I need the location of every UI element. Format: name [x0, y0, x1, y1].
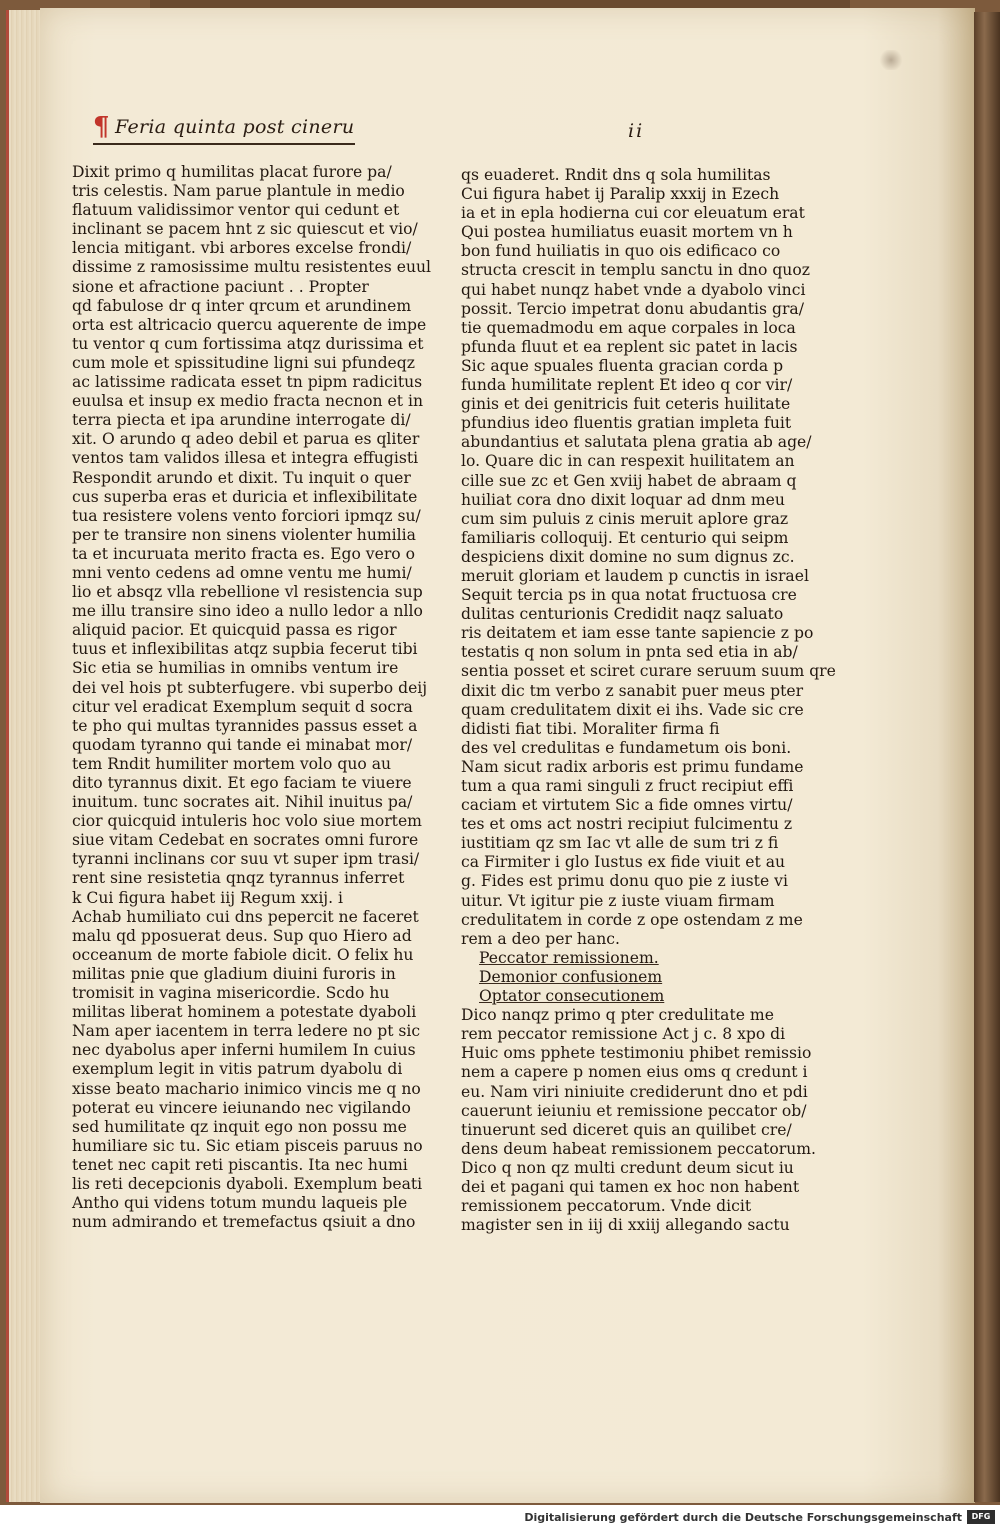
- text-line: dens deum habeat remissionem peccatorum.: [461, 1139, 817, 1158]
- text-line: exemplum legit in vitis patrum dyabolu di: [72, 1060, 403, 1079]
- text-line: cum mole et spissitudine ligni sui pfundeqz: [72, 353, 415, 372]
- text-line: ginis et dei genitricis fuit ceteris huilitate: [461, 395, 791, 414]
- text-line: cille sue zc et Gen xviij habet de abraam q: [461, 471, 797, 490]
- text-line: quodam tyranno qui tande ei minabat mor/: [72, 735, 413, 754]
- text-line: tuus et inflexibilitas atqz supbia fecerut tibi: [72, 640, 418, 659]
- text-line: flatuum validissimor ventor qui cedunt et: [72, 201, 400, 220]
- text-line: credulitatem in corde z ope ostendam z me: [461, 910, 803, 929]
- text-line: structa crescit in templu sanctu in dno quoz: [461, 261, 810, 280]
- text-line: Nam sicut radix arboris est primu fundame: [461, 757, 804, 776]
- text-line: Cui figura habet ij Paralip xxxij in Ezech: [461, 185, 780, 204]
- text-line: magister sen in iij di xxiij allegando sactu: [461, 1216, 790, 1235]
- text-line: dixit dic tm verbo z sanabit puer meus pter: [461, 681, 804, 700]
- text-line: lo. Quare dic in can respexit huilitatem an: [461, 452, 795, 471]
- text-line: tie quemadmodu em aque corpales in loca: [461, 318, 796, 337]
- text-line: qd fabulose dr q inter qrcum et arundinem: [72, 296, 412, 315]
- text-line: Dixit primo q humilitas placat furore pa/: [72, 163, 392, 181]
- text-line: tris celestis. Nam parue plantule in medio: [72, 182, 405, 201]
- text-line: Nam aper iacentem in terra ledere no pt sic: [72, 1022, 421, 1041]
- text-line: ac latissime radicata esset tn pipm radicitus: [72, 373, 423, 392]
- paper-stain: [878, 50, 904, 70]
- text-line: ca Firmiter i glo Iustus ex fide viuit et au: [461, 853, 786, 872]
- text-line: dito tyrannus dixit. Et ego faciam te viuere: [72, 774, 412, 792]
- dfg-logo: DFG: [967, 1510, 995, 1524]
- text-line: cior quicquid intuleris hoc volo siue mortem: [72, 812, 422, 831]
- text-line: Sic aque spuales fluenta gracian corda p: [461, 356, 784, 375]
- text-line: g. Fides est primu donu quo pie z iuste vi: [461, 872, 788, 891]
- text-line: sione et afractione paciunt . . Propter: [72, 277, 369, 296]
- text-line: rent sine resistetia qnqz tyrannus inferret: [72, 869, 405, 888]
- text-line: abundantius et salutata plena gratia ab age/: [461, 433, 812, 452]
- text-line: pfunda fluut et ea replent sic patet in lacis: [461, 337, 798, 356]
- text-line: eu. Nam viri niniuite crediderunt dno et pdi: [461, 1082, 808, 1101]
- text-line: ventos tam validos illesa et integra effugisti: [72, 449, 419, 468]
- running-title: Feria quinta post cineru: [115, 116, 355, 138]
- text-line: remissionem peccatorum. Vnde dicit: [461, 1197, 752, 1216]
- text-line: cauerunt ieiuniu et remissione peccator ob/: [461, 1101, 807, 1120]
- right-column-lines-after: [461, 1006, 817, 1235]
- text-line: Respondit arundo et dixit. Tu inquit o quer: [72, 468, 411, 487]
- right-column-lines: [461, 166, 836, 949]
- text-line: inuitum. tunc socrates ait. Nihil inuitus pa/: [72, 793, 413, 812]
- text-line: qs euaderet. Rndit dns q sola humilitas: [461, 166, 771, 184]
- list-item: Peccator remissionem.: [479, 948, 659, 967]
- text-line: iustitiam qz sm Iac vt alle de sum tri z fi: [461, 834, 779, 853]
- text-line: didisti fiat tibi. Moraliter firma fi: [461, 719, 720, 738]
- text-line: dei vel hois pt subterfugere. vbi superbo deij: [72, 678, 428, 697]
- text-line: sentia posset et sciret curare seruum suum qre: [461, 662, 836, 681]
- text-line: despiciens dixit domine no sum dignus zc.: [461, 547, 795, 566]
- text-line: funda humilitate replent Et ideo q cor vir/: [461, 376, 793, 395]
- text-line: militas liberat hominem a potestate dyaboli: [72, 1003, 417, 1022]
- text-line: Achab humiliato cui dns pepercit ne faceret: [72, 907, 419, 926]
- text-line: Huic oms pphete testimoniu phibet remissio: [461, 1044, 812, 1063]
- running-header: [93, 114, 813, 154]
- text-line: me illu transire sino ideo a nullo ledor a nllo: [72, 602, 423, 621]
- text-line: militas pnie que gladium diuini furoris in: [72, 964, 396, 983]
- folio-number: ii: [628, 120, 645, 142]
- text-line: k Cui figura habet iij Regum xxij. i: [72, 888, 344, 907]
- text-line: Sequit tercia ps in qua notat fructuosa cre: [461, 586, 797, 605]
- text-line: euulsa et insup ex medio fracta necnon et in: [72, 392, 424, 411]
- list-item: Optator consecutionem: [479, 987, 665, 1006]
- list-item: Demonior confusionem: [479, 967, 663, 986]
- text-line: lencia mitigant. vbi arbores excelse frondi/: [72, 239, 412, 258]
- text-line: Sic etia se humilias in omnibs ventum ire: [72, 659, 399, 678]
- text-line: Dico nanqz primo q pter credulitate me: [461, 1006, 774, 1025]
- header-underline: [93, 143, 355, 145]
- text-line: lio et absqz vlla rebellione vl resistencia sup: [72, 583, 423, 602]
- text-line: familiaris colloquij. Et centurio qui seipm: [461, 528, 789, 547]
- text-line: xit. O arundo q adeo debil et parua es qliter: [72, 430, 420, 449]
- text-line: tu ventor q cum fortissima atqz durissima et: [72, 334, 424, 353]
- text-line: malu qd pposuerat deus. Sup quo Hiero ad: [72, 926, 412, 945]
- text-line: xisse beato machario inimico vincis me q no: [72, 1079, 421, 1098]
- text-line: per te transire non sinens violenter humilia: [72, 525, 416, 544]
- text-line: tinuerunt sed diceret quis an quilibet cre/: [461, 1120, 792, 1139]
- text-line: cus superba eras et duricia et inflexibilitate: [72, 487, 418, 506]
- text-line: ris deitatem et iam esse tante sapiencie z po: [461, 624, 814, 643]
- text-line: Antho qui videns totum mundu laqueis ple: [72, 1194, 408, 1213]
- text-line: tem Rndit humiliter mortem volo quo au: [72, 754, 392, 773]
- text-line: uitur. Vt igitur pie z iuste viuam firmam: [461, 891, 775, 910]
- text-line: inclinant se pacem hnt z sic quiescut et vio/: [72, 220, 418, 239]
- text-line: orta est altricacio quercu aquerente de impe: [72, 315, 427, 334]
- text-line: cum sim puluis z cinis meruit aplore graz: [461, 509, 789, 528]
- right-text-column: [461, 166, 836, 1235]
- text-line: caciam et virtutem Sic a fide omnes virtu/: [461, 796, 793, 815]
- text-line: tua resistere volens vento forciori ipmqz su/: [72, 506, 421, 525]
- text-line: ia et in epla hodierna cui cor eleuatum erat: [461, 204, 805, 223]
- text-line: lis reti decepcionis dyaboli. Exemplum beati: [72, 1174, 423, 1193]
- text-line: terra piecta et ipa arundine interrogate di/: [72, 411, 411, 430]
- binding-right-edge: [974, 12, 1000, 1502]
- text-line: rem peccator remissione Act j c. 8 xpo di: [461, 1025, 786, 1044]
- text-line: des vel credulitas e fundametum ois boni.: [461, 738, 792, 757]
- left-text-column: [72, 163, 432, 1232]
- text-line: nem a capere p nomen eius oms q credunt i: [461, 1063, 808, 1082]
- text-line: poterat eu vincere ieiunando nec vigilando: [72, 1098, 411, 1117]
- text-line: dissime z ramosissime multu resistentes euul: [72, 258, 432, 277]
- text-line: rem a deo per hanc.: [461, 929, 620, 948]
- text-line: huiliat cora dno dixit loquar ad dnm meu: [461, 490, 785, 509]
- text-line: tenet nec capit reti piscantis. Ita nec humi: [72, 1155, 408, 1174]
- text-line: dulitas centurionis Credidit naqz saluato: [461, 605, 784, 624]
- text-line: Dico q non qz multi credunt deum sicut iu: [461, 1158, 794, 1177]
- text-line: possit. Tercio impetrat donu abudantis gra/: [461, 299, 804, 318]
- text-line: meruit gloriam et laudem p cunctis in israel: [461, 566, 809, 585]
- text-line: tromisit in vagina misericordie. Scdo hu: [72, 984, 390, 1003]
- text-line: ta et incuruata merito fracta es. Ego vero o: [72, 544, 416, 563]
- text-line: mni vento cedens ad omne ventu me humi/: [72, 563, 412, 582]
- text-line: quam credulitatem dixit ei ihs. Vade sic cre: [461, 700, 804, 719]
- text-line: occeanum de morte fabiole dicit. O felix hu: [72, 945, 414, 964]
- right-column-list: [461, 949, 791, 1006]
- text-line: tum a qua rami singuli z fruct recipiut effi: [461, 777, 794, 795]
- text-line: humiliare sic tu. Sic etiam pisceis paruus no: [72, 1136, 423, 1155]
- text-line: testatis q non solum in pnta sed etia in ab/: [461, 643, 798, 662]
- text-line: tyranni inclinans cor suu vt super ipm trasi/: [72, 850, 420, 869]
- text-line: sed humilitate qz inquit ego non possu me: [72, 1117, 407, 1136]
- text-line: num admirando et tremefactus qsiuit a dno: [72, 1213, 416, 1232]
- funding-credit: Digitalisierung gefördert durch die Deutsche Forschungsgemeinschaft: [524, 1511, 962, 1524]
- text-line: nec dyabolus aper inferni humilem In cuius: [72, 1041, 416, 1060]
- text-line: Qui postea humiliatus euasit mortem vn h: [461, 223, 793, 242]
- text-line: dei et pagani qui tamen ex hoc non habent: [461, 1177, 800, 1196]
- text-line: siue vitam Cedebat en socrates omni furore: [72, 831, 419, 850]
- text-line: citur vel eradicat Exemplum sequit d socra: [72, 697, 413, 716]
- pilcrow-icon: ¶: [93, 112, 110, 142]
- text-line: tes et oms act nostri recipiut fulcimentu z: [461, 815, 793, 834]
- footer-bar: [0, 1505, 1000, 1531]
- text-line: pfundius ideo fluentis gratian impleta fuit: [461, 414, 792, 433]
- text-line: bon fund huiliatis in quo ois edificaco co: [461, 242, 781, 261]
- text-line: te pho qui multas tyrannides passus esset a: [72, 716, 418, 735]
- text-line: qui habet nunqz habet vnde a dyabolo vinci: [461, 280, 806, 299]
- text-line: aliquid pacior. Et quicquid passa es rigor: [72, 621, 397, 640]
